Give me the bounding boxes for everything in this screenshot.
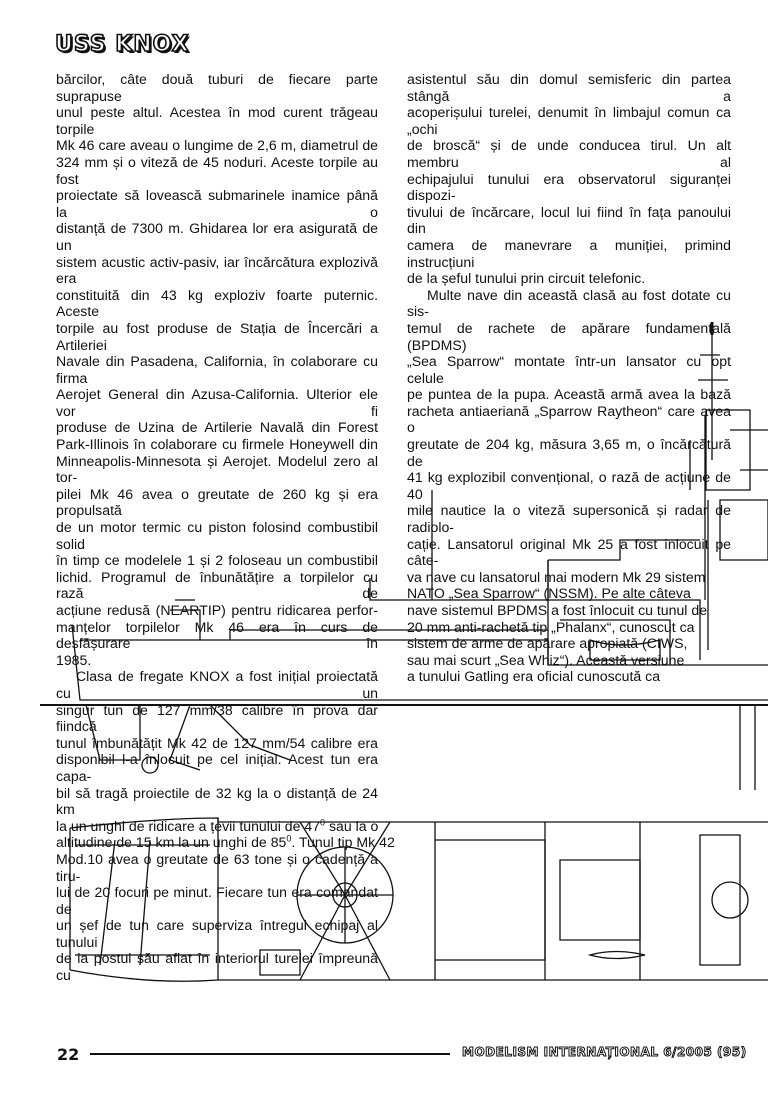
text-line: distanță de 7300 m. Ghidarea lor era asigurată de un bbox=[56, 220, 378, 253]
text-line: tivului de încărcare, locul lui fiind în fața panoului din bbox=[407, 203, 731, 237]
text-line: constituită din 43 kg exploziv foarte puternic. Aceste bbox=[56, 286, 378, 320]
degree-superscript: 0 bbox=[320, 817, 326, 828]
text-line: temul de rachete de apărare fundamentală (BPDMS) bbox=[407, 319, 731, 353]
text-line: cație. Lansatorul original Mk 25 a fost înlocuit pe câte- bbox=[407, 535, 731, 569]
lifeboat bbox=[590, 640, 660, 660]
ship-side-view bbox=[40, 319, 768, 790]
text-line: acțiune redusă (NEARTIP) pentru ridicarea perfor- bbox=[56, 602, 378, 618]
text-line: sau mai scurt „Sea Whiz“). Această versiune bbox=[407, 651, 685, 668]
text-line: va nave cu lansatorul mai modern Mk 29 sistem bbox=[407, 568, 706, 585]
text-line: Aerojet General din Azusa-California. Ulterior ele vor fi bbox=[56, 386, 378, 419]
text-line: Mk 46 care aveau o lungime de 2,6 m, diametrul de bbox=[56, 137, 378, 154]
text-line: manțelor torpilelor Mk 46 era în curs de desfășurare în bbox=[56, 618, 378, 652]
text-line: pilei Mk 46 avea o greutate de 260 kg și era propulsată bbox=[56, 485, 378, 519]
article-title: USS KNOX bbox=[55, 32, 190, 57]
text-line: lichid. Programul de înbunătățire a torpilelor cu rază de bbox=[56, 568, 378, 602]
text-line: bărcilor, câte două tuburi de fiecare parte suprapuse bbox=[56, 71, 378, 104]
text-line: Park-Illinois în colaborare cu firmele Honeywell din bbox=[56, 436, 378, 453]
text-line: sistem de arme de apărare apropiată (CIWS, bbox=[407, 635, 688, 652]
text-line: lui de 20 focuri pe minut. Fiecare tun era comandat de bbox=[56, 884, 378, 917]
text-line: de la șeful tunului prin circuit telefonic. bbox=[407, 270, 646, 287]
text-line: produse de Uzina de Artilerie Navală din Forest bbox=[56, 419, 378, 436]
text-fragment: altitudine de 15 km la un unghi de 85 bbox=[56, 834, 287, 851]
text-line: disponibil l-a înlocuit pe cel inițial. Acest tun era capa- bbox=[56, 751, 378, 784]
text-fragment: sau la o bbox=[325, 817, 379, 834]
text-line: Minneapolis-Minnesota și Aerojet. Modelul zero al tor- bbox=[56, 452, 378, 486]
text-line: 41 kg explozibil convențional, o rază de acțiune de 40 bbox=[407, 469, 731, 502]
ship-top-view bbox=[70, 818, 768, 981]
text-line: asistentul său din domul semisferic din partea stângă a bbox=[407, 71, 731, 104]
text-line: NATO „Sea Sparrow“ (NSSM). Pe alte câteva bbox=[407, 585, 691, 602]
text-line: „Sea Sparrow“ montate într-un lansator cu opt celule bbox=[407, 353, 731, 386]
text-line: de broscă“ și de unde conducea tirul. Un alt membru al bbox=[407, 137, 731, 170]
text-line: racheta antiaeriană „Sparrow Raytheon“ care avea o bbox=[407, 402, 731, 436]
text-line: 1985. bbox=[56, 651, 92, 668]
text-line: de la postul său aflat în interiorul turelei împreună cu bbox=[56, 950, 378, 984]
text-line: echipajului tunului era observatorul siguranței dispozi- bbox=[407, 170, 731, 204]
magazine-name: MODELISM INTERNAȚIONAL 6/2005 (95) bbox=[462, 1045, 747, 1059]
text-line: 324 mm și o viteză de 45 noduri. Aceste torpile au fost bbox=[56, 153, 378, 187]
text-line: acoperișului turelei, denumit în limbajul comun ca „ochi bbox=[407, 104, 731, 137]
text-line: în timp ce modelele 1 și 2 foloseau un combustibil bbox=[56, 552, 378, 569]
text-fragment: . Tunul tip Mk 42 bbox=[291, 834, 395, 851]
text-line: bil să tragă proiectile de 32 kg la o distanță de 24 km bbox=[56, 784, 378, 818]
text-fragment: la un unghi de ridicare a țevii tunului de 47 bbox=[56, 817, 321, 834]
lifeboat bbox=[590, 952, 645, 959]
footer-divider bbox=[90, 1053, 450, 1055]
text-line: tunul îmbunătățit Mk 42 de 127 mm/54 calibre era bbox=[56, 734, 378, 751]
text-line: un șef de tun care superviza întregul echipaj al tunului bbox=[56, 917, 378, 950]
text-line: a tunului Gatling era oficial cunoscută ca bbox=[407, 668, 661, 685]
text-line: mile nautice la o viteză supersonică și radar de radiolo- bbox=[407, 502, 731, 536]
text-line: sistem acustic activ-pasiv, iar încărcătura explozivă era bbox=[56, 253, 378, 287]
text-line: proiectate să lovească submarinele inamice până la o bbox=[56, 187, 378, 220]
text-line: Multe nave din această clasă au fost dotate cu sis- bbox=[407, 286, 731, 320]
text-line: Mod.10 avea o greutate de 63 tone și o cadență a tiru- bbox=[56, 850, 378, 884]
text-line: greutate de 204 kg, măsura 3,65 m, o încărcătură de bbox=[407, 436, 731, 469]
text-line: 20 mm anti-rachetă tip „Phalanx“, cunoscut ca bbox=[407, 618, 695, 635]
text-line: nave sistemul BPDMS a fost înlocuit cu tunul de bbox=[407, 602, 708, 618]
text-line: singur tun de 127 mm/38 calibre în prova dar fiindcă bbox=[56, 701, 378, 735]
text-line: torpile au fost produse de Stația de Încercări a Artileriei bbox=[56, 319, 378, 353]
text-line: pe puntea de la pupa. Această armă avea la bază bbox=[407, 386, 731, 403]
text-line: camera de manevrare a muniției, primind instrucțiuni bbox=[407, 236, 731, 270]
page-number: 22 bbox=[57, 1045, 80, 1064]
text-line: Navale din Pasadena, California, în colaborare cu firma bbox=[56, 353, 378, 386]
text-line: unul peste altul. Acestea în mod curent trăgeau torpile bbox=[56, 104, 378, 137]
text-line: de un motor termic cu piston folosind combustibil solid bbox=[56, 519, 378, 552]
text-line: Clasa de fregate KNOX a fost inițial proiectată cu un bbox=[56, 668, 378, 701]
degree-superscript: 0 bbox=[286, 833, 292, 844]
